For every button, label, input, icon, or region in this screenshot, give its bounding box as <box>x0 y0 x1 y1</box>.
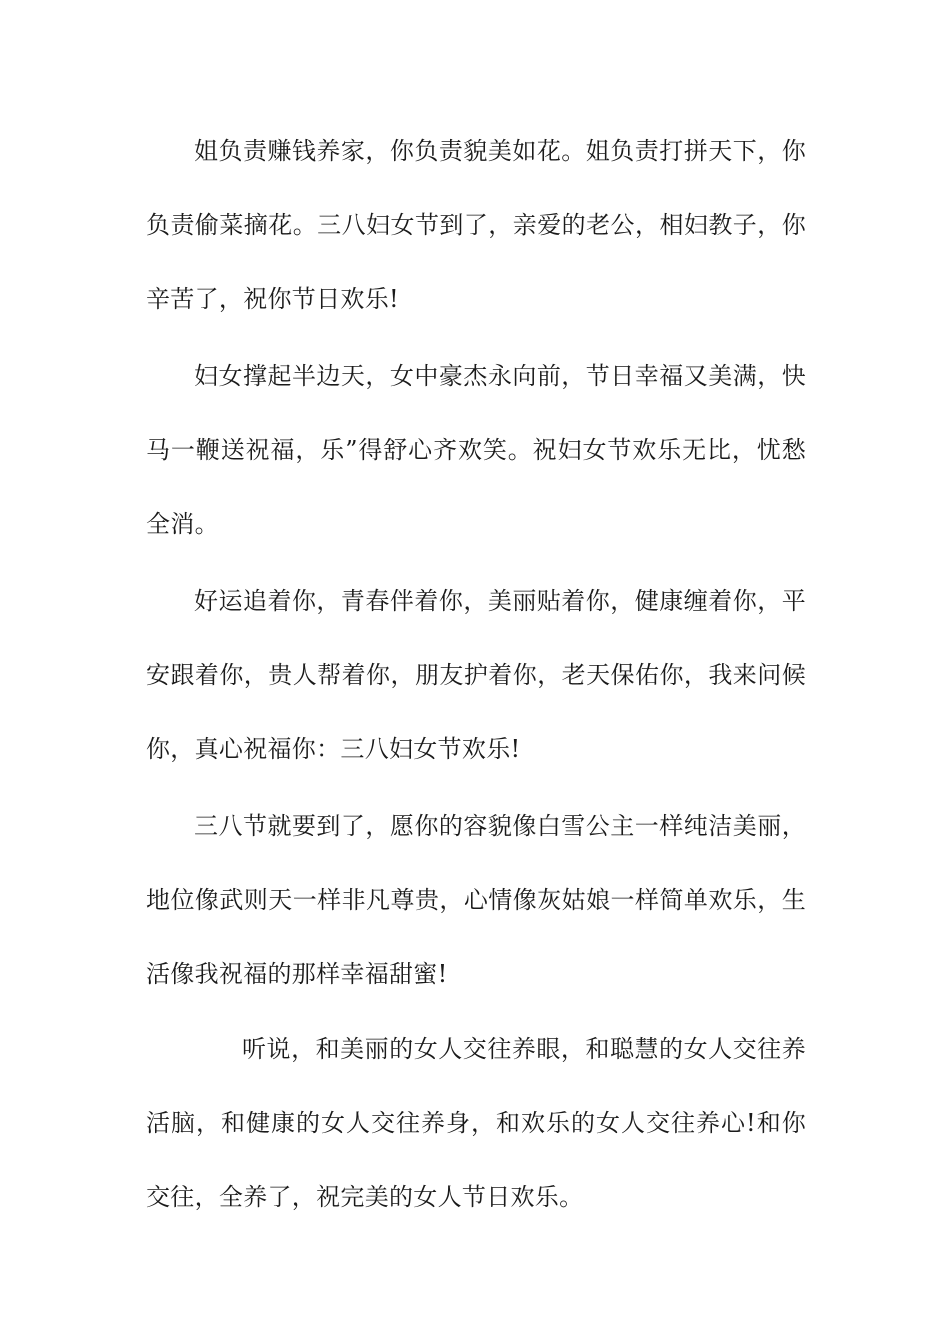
paragraph-4: 三八节就要到了，愿你的容貌像白雪公主一样纯洁美丽，地位像武则天一样非凡尊贵，心情像灰姑娘一样简单欢乐，生活像我祝福的那样幸福甜蜜! <box>146 812 806 988</box>
paragraph-2: 妇女撑起半边天，女中豪杰永向前，节日幸福又美满，快马一鞭送祝福，乐”得舒心齐欢笑。祝妇女节欢乐无比，忧愁全消。 <box>146 362 806 538</box>
paragraph-5: 听说，和美丽的女人交往养眼，和聪慧的女人交往养活脑，和健康的女人交往养身，和欢乐的女人交往养心!和你交往，全养了，祝完美的女人节日欢乐。 <box>146 1035 806 1211</box>
paragraph-1: 姐负责赚钱养家，你负责貌美如花。姐负责打拼天下，你负责偷菜摘花。三八妇女节到了，亲爱的老公，相妇教子，你辛苦了，祝你节日欢乐! <box>146 137 806 313</box>
paragraph-3: 好运追着你，青春伴着你，美丽贴着你，健康缠着你，平安跟着你，贵人帮着你，朋友护着你，老天保佑你，我来问候你，真心祝福你：三八妇女节欢乐! <box>146 587 806 763</box>
